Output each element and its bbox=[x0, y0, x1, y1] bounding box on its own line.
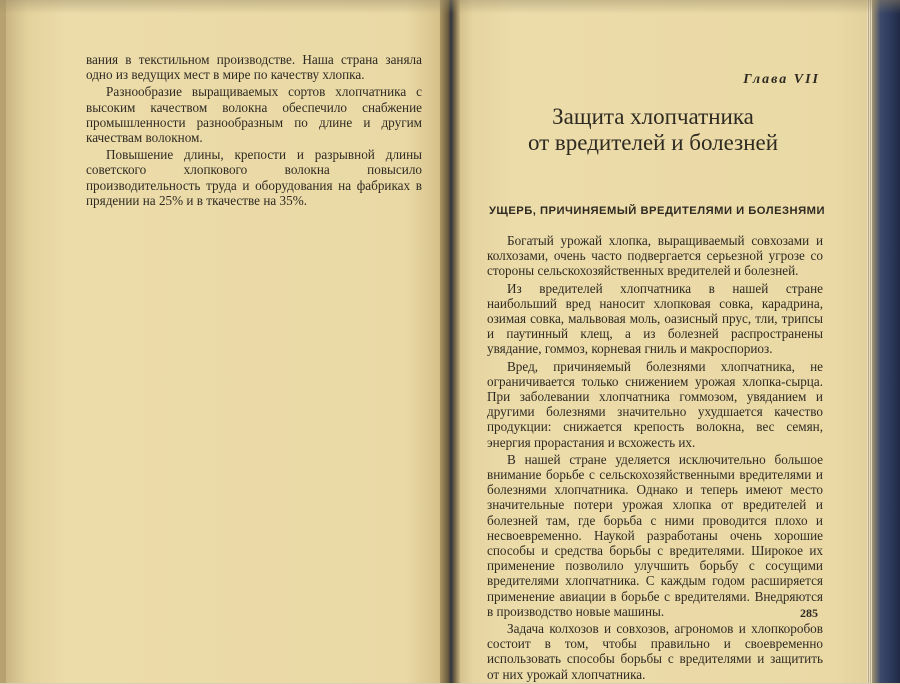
chapter-title bbox=[485, 104, 821, 156]
left-page-text bbox=[86, 52, 422, 210]
chapter-label: Глава VII bbox=[743, 72, 820, 87]
page-number: 285 bbox=[800, 606, 818, 620]
chapter-title-line: от вредителей и болезней bbox=[527, 130, 779, 155]
paragraph: Из вредителей хлопчатника в нашей стране наибольший вред наносит хлопковая совка, карадрина, озимая совка, мальвовая моль, оазисный прус, тли, трипсы и паутинный клещ, а из болезней распространены увядание, гоммоз, корневая гниль и макроспориоз. bbox=[487, 280, 823, 357]
book-gutter bbox=[440, 0, 460, 683]
top-shadow bbox=[0, 0, 900, 14]
paragraph: В нашей стране уделяется исключительно большое внимание борьбе с сельскохозяйственными вредителями и болезнями хлопчатника. Однако и теперь имеют место значительные потери урожая хлопка от вредителей и болезней там, где борьба с ними проводится плохо и несвоевременно. Наукой разработаны очень хорошие способы и средства борьбы с вредителями. Широкое их применение позволило улучшить борьбу с сосущими вредителями хлопчатника. С каждым годом расширяется применение авиации в борьбе с вредителями. Внедряются в производство новые машины. bbox=[487, 451, 823, 619]
paragraph: Разнообразие выращиваемых сортов хлопчатника с высоким качеством волокна обеспечило снабжение промышленности разнообразным по длине и другим качествам волокном. bbox=[86, 84, 422, 146]
paragraph: вания в текстильном производстве. Наша страна заняла одно из ведущих мест в мире по качеству хлопка. bbox=[86, 52, 422, 83]
paragraph: Вред, причиняемый болезнями хлопчатника, не ограничивается только снижением урожая хлопка-сырца. При заболевании хлопчатника гоммозом, увяданием и другими болезнями значительно ухудшается качество продукции: снижается крепость волокна, вес семян, энергия прорастания и всхожесть их. bbox=[487, 358, 823, 450]
paragraph: Задача колхозов и совхозов, агрономов и хлопкоробов состоит в том, чтобы правильно и своевременно использовать способы борьбы с вредителями и защитить от них урожай хлопчатника. bbox=[487, 621, 823, 682]
book-cover-edge bbox=[872, 0, 900, 683]
right-page-text bbox=[487, 233, 823, 684]
paragraph: Богатый урожай хлопка, выращиваемый совхозами и колхозами, очень часто подвергается серьезной угрозе со стороны сельскохозяйственных вредителей и болезней. bbox=[487, 233, 823, 279]
chapter-title-line: Защита хлопчатника bbox=[552, 104, 754, 129]
section-heading: УЩЕРБ, ПРИЧИНЯЕМЫЙ ВРЕДИТЕЛЯМИ И БОЛЕЗНЯМИ bbox=[488, 205, 826, 217]
paragraph: Повышение длины, крепости и разрывной длины советского хлопкового волокна повысило производительность труда и оборудования на фабриках в прядении на 25% и в ткачестве на 35%. bbox=[86, 147, 422, 208]
